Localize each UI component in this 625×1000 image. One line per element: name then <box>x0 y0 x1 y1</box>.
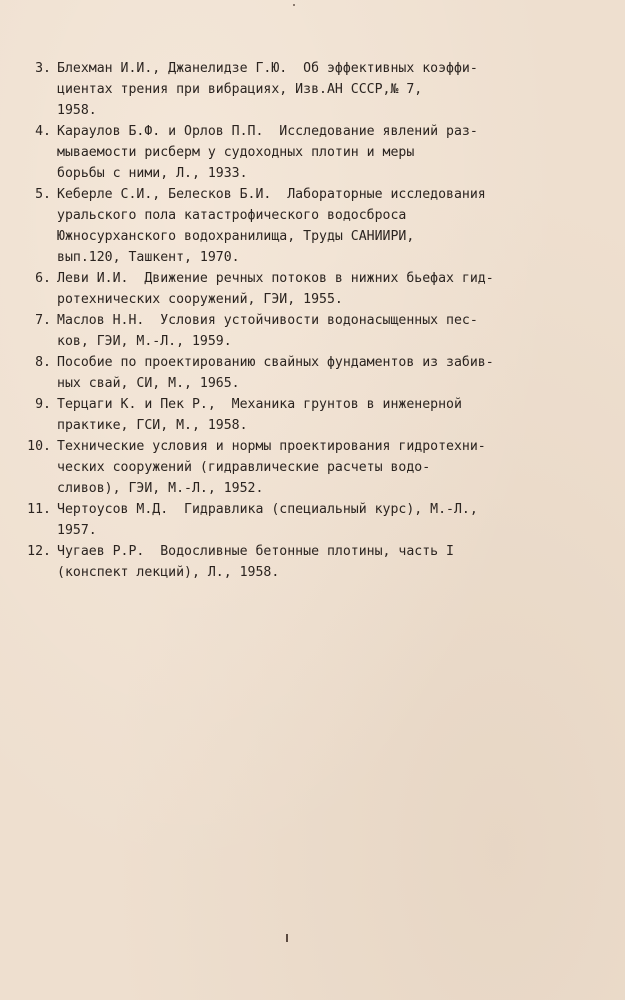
reference-number: 11. <box>27 502 51 517</box>
reference-line: 1957. <box>57 523 97 538</box>
reference-item <box>20 394 540 436</box>
reference-item <box>20 268 540 310</box>
reference-line: Чугаев Р.Р. Водосливные бетонные плотины, часть I <box>57 544 454 559</box>
reference-number: 4. <box>35 124 51 139</box>
reference-line: Чертоусов М.Д. Гидравлика (специальный курс), М.-Л., <box>57 502 478 517</box>
reference-line: Караулов Б.Ф. и Орлов П.П. Исследование явлений раз- <box>57 124 478 139</box>
reference-number: 5. <box>35 187 51 202</box>
reference-line: циентах трения при вибрациях, Изв.АН СССР,№ 7, <box>57 82 423 97</box>
reference-line: Терцаги К. и Пек Р., Механика грунтов в инженерной <box>57 397 462 412</box>
reference-text <box>57 121 540 184</box>
reference-item <box>20 58 540 121</box>
reference-number: 10. <box>27 439 51 454</box>
reference-line: Кеберле С.И., Белесков Б.И. Лабораторные исследования <box>57 187 486 202</box>
reference-text <box>57 58 540 121</box>
reference-text <box>57 541 540 583</box>
reference-line: уральского пола катастрофического водосброса <box>57 208 407 223</box>
reference-number: 7. <box>35 313 51 328</box>
reference-item <box>20 499 540 541</box>
reference-text <box>57 394 540 436</box>
reference-line: борьбы с ними, Л., 1933. <box>57 166 248 181</box>
paper-speck <box>286 934 288 942</box>
reference-line: сливов), ГЭИ, М.-Л., 1952. <box>57 481 264 496</box>
reference-text <box>57 436 540 499</box>
reference-line: Технические условия и нормы проектирования гидротехни- <box>57 439 486 454</box>
reference-item <box>20 352 540 394</box>
reference-line: мываемости рисберм у судоходных плотин и меры <box>57 145 415 160</box>
reference-line: Южносурханского водохранилища, Труды САНИИРИ, <box>57 229 415 244</box>
reference-text <box>57 310 540 352</box>
reference-list <box>20 58 540 583</box>
reference-line: ческих сооружений (гидравлические расчеты водо- <box>57 460 431 475</box>
reference-line: ротехнических сооружений, ГЭИ, 1955. <box>57 292 343 307</box>
reference-number: 9. <box>35 397 51 412</box>
reference-text <box>57 352 540 394</box>
reference-number: 6. <box>35 271 51 286</box>
reference-number: 8. <box>35 355 51 370</box>
reference-line: практике, ГСИ, М., 1958. <box>57 418 248 433</box>
reference-text <box>57 268 540 310</box>
reference-item <box>20 310 540 352</box>
reference-item <box>20 541 540 583</box>
reference-line: 1958. <box>57 103 97 118</box>
reference-line: вып.120, Ташкент, 1970. <box>57 250 240 265</box>
reference-line: ков, ГЭИ, М.-Л., 1959. <box>57 334 232 349</box>
reference-line: Блехман И.И., Джанелидзе Г.Ю. Об эффективных коэффи- <box>57 61 478 76</box>
reference-text <box>57 184 540 268</box>
reference-item <box>20 184 540 268</box>
reference-text <box>57 499 540 541</box>
reference-number: 3. <box>35 61 51 76</box>
reference-line: Леви И.И. Движение речных потоков в нижних бьефах гид- <box>57 271 494 286</box>
reference-line: ных свай, СИ, М., 1965. <box>57 376 240 391</box>
reference-line: Пособие по проектированию свайных фундаментов из забив- <box>57 355 494 370</box>
paper-speck <box>293 4 295 6</box>
reference-item <box>20 436 540 499</box>
reference-item <box>20 121 540 184</box>
reference-number: 12. <box>27 544 51 559</box>
reference-line: Маслов Н.Н. Условия устойчивости водонасыщенных пес- <box>57 313 478 328</box>
reference-line: (конспект лекций), Л., 1958. <box>57 565 280 580</box>
